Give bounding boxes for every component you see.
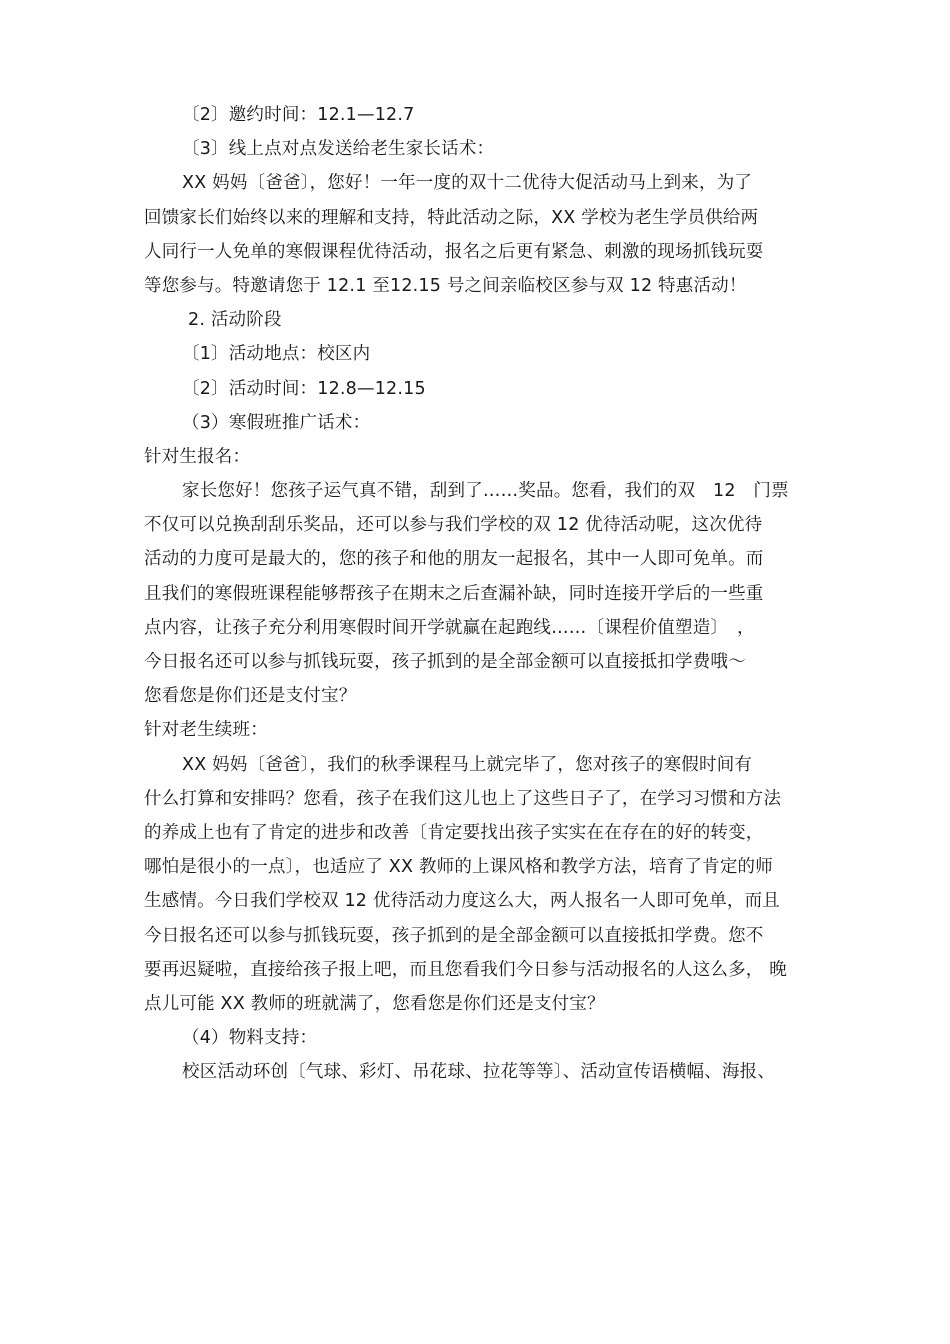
text-line: 家长您好！您孩子运气真不错，刮到了……奖品。您看，我们的双 12 门票 bbox=[182, 481, 789, 502]
text-line: 活动的力度可是最大的，您的孩子和他的朋友一起报名，其中一人即可免单。而 bbox=[144, 549, 764, 570]
text-line: 针对生报名： bbox=[144, 446, 251, 467]
text-line: 2. 活动阶段 bbox=[188, 310, 282, 331]
text-line: 回馈家长们始终以来的理解和支持，特此活动之际，XX 学校为老生学员供给两 bbox=[144, 207, 759, 228]
text-line: 哪怕是很小的一点〕，也适应了 XX 教师的上课风格和教学方法，培育了肯定的师 bbox=[144, 857, 773, 878]
text-line: XX 妈妈〔爸爸〕，您好！一年一度的双十二优待大促活动马上到来，为了 bbox=[182, 173, 753, 194]
text-line: 〔3〕线上点对点发送给老生家长话术： bbox=[182, 139, 495, 160]
text-line: 今日报名还可以参与抓钱玩耍，孩子抓到的是全部金额可以直接抵扣学费哦～ bbox=[144, 652, 746, 672]
text-line: 您看您是你们还是支付宝？ bbox=[144, 686, 357, 707]
text-line: 〔2〕邀约时间：12.1—12.7 bbox=[182, 105, 415, 125]
text-line: 点儿可能 XX 教师的班就满了，您看您是你们还是支付宝？ bbox=[144, 993, 605, 1014]
text-line: （3）寒假班推广话术： bbox=[182, 412, 371, 433]
text-line: 等您参与。特邀请您于 12.1 至12.15 号之间亲临校区参与双 12 特惠活动！ bbox=[144, 275, 747, 296]
text-line: （4）物料支持： bbox=[182, 1028, 318, 1049]
document-body bbox=[144, 98, 814, 1089]
text-line: 什么打算和安排吗？您看，孩子在我们这儿也上了这些日子了，在学习习惯和方法 bbox=[144, 788, 782, 809]
text-line: 针对老生续班： bbox=[144, 720, 268, 741]
text-line: 的养成上也有了肯定的进步和改善〔肯定要找出孩子实实在在存在的好的转变， bbox=[144, 822, 764, 843]
text-line: 生感情。今日我们学校双 12 优待活动力度这么大，两人报名一人即可免单，而且 bbox=[144, 891, 780, 912]
text-line: 且我们的寒假班课程能够帮孩子在期末之后查漏补缺，同时连接开学后的一些重 bbox=[144, 583, 764, 604]
text-line: 〔1〕活动地点：校区内 bbox=[182, 344, 371, 365]
text-line: 不仅可以兑换刮刮乐奖品，还可以参与我们学校的双 12 优待活动呢，这次优待 bbox=[144, 515, 763, 536]
text-line: 校区活动环创〔气球、彩灯、吊花球、拉花等等〕、活动宣传语横幅、海报、 bbox=[182, 1062, 776, 1083]
text-line: 〔2〕活动时间：12.8—12.15 bbox=[182, 378, 426, 399]
text-line: 点内容，让孩子充分利用寒假时间开学就赢在起跑线……〔课程价值塑造〕 ， bbox=[144, 617, 755, 638]
text-line: XX 妈妈〔爸爸〕，我们的秋季课程马上就完毕了，您对孩子的寒假时间有 bbox=[182, 754, 753, 775]
text-line: 人同行一人免单的寒假课程优待活动，报名之后更有紧急、刺激的现场抓钱玩耍 bbox=[144, 241, 764, 262]
text-line: 今日报名还可以参与抓钱玩耍，孩子抓到的是全部金额可以直接抵扣学费。您不 bbox=[144, 925, 764, 946]
text-line: 要再迟疑啦，直接给孩子报上吧，而且您看我们今日参与活动报名的人这么多， 晚 bbox=[144, 959, 787, 980]
